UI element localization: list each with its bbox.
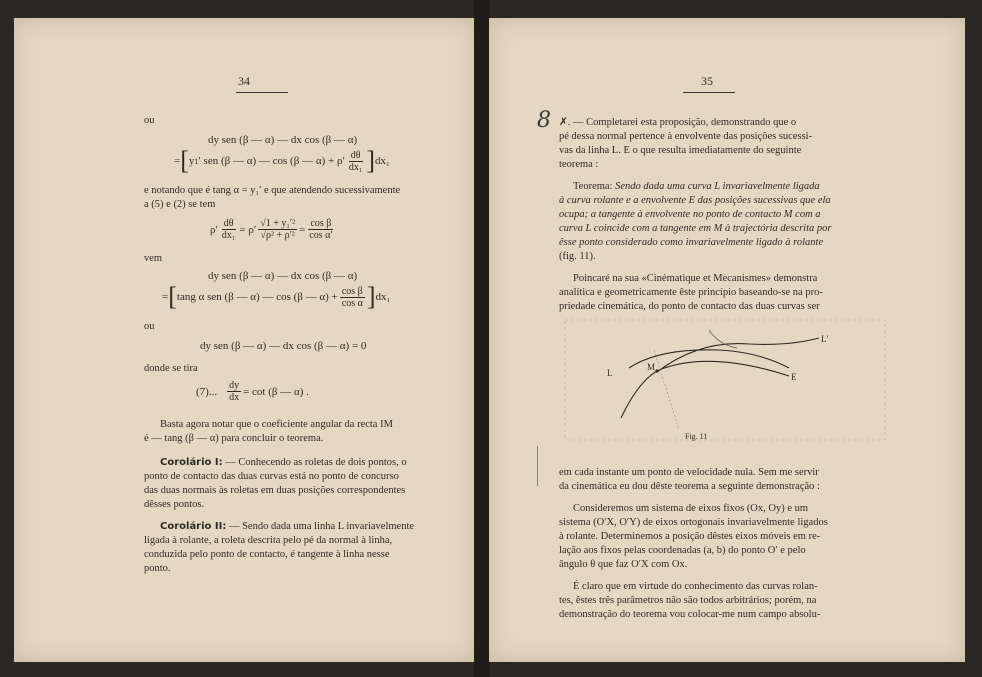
paragraph-line: é — tang (β — α) para concluir o teorema. — [144, 433, 324, 444]
paragraph-line: em cada instante um ponto de velocidade nula. Sem me servir — [559, 467, 819, 478]
corollary-2-line: conduzida pelo ponto de contacto, é tangente à linha nesse — [144, 549, 390, 560]
figure-caption: Fig. 11 — [685, 432, 708, 441]
pencil-line — [654, 350, 679, 430]
corollary-2-title: Corolário II: — [160, 521, 227, 532]
figure-label-M: M — [647, 362, 656, 372]
pencil-margin-mark — [537, 446, 538, 486]
text-donde: donde se tira — [144, 363, 198, 374]
book-gutter — [474, 0, 490, 677]
figure-label-L-prime: L′ — [821, 334, 829, 344]
paragraph-line: ângulo θ que faz O′X com Ox. — [559, 559, 688, 570]
figure-label-L: L — [607, 368, 613, 378]
figure-label-E: E — [791, 372, 797, 382]
paragraph-line: Poincaré na sua «Cinématique et Mecanismes» demonstra — [573, 273, 818, 284]
corollary-1-line: das duas normais às roletas em duas posições correspondentes — [144, 485, 406, 496]
paragraph-line: à rolante. Determinemos a posição dêstes eixos móveis em re- — [559, 531, 821, 542]
page-number: 34 — [238, 74, 250, 88]
paragraph-line: vas da linha L. E o que resulta imediatamente do seguinte — [559, 145, 802, 156]
equation-1-line-2: = [ y 1 ′ sen (β — α) — cos (β — α) + ρ′ $\frac{d\theta}{\text{dx₁}}$ ] dx₁ — [174, 146, 390, 175]
text-ou: ou — [144, 115, 155, 126]
paragraph-line: É claro que em virtude do conhecimento das curvas rolan- — [573, 581, 818, 592]
theorem-title: Teorema: — [573, 181, 616, 192]
paragraph-line: e notando que é tang α = y₁′ e que atendendo sucessivamente — [144, 185, 401, 196]
corollary-2-line: ponto. — [144, 563, 171, 574]
theorem-line: à curva rolante e a envolvente E das posições sucessivas que ela — [559, 195, 831, 206]
equation-4: dy sen (β — α) — dx cos (β — α) = 0 — [200, 340, 367, 352]
paragraph-line: sistema (O′X, O′Y) de eixos ortogonais invariavelmente ligados — [559, 517, 828, 528]
curve-L-prime — [657, 338, 819, 372]
theorem-line: curva L coincide com a tangente em M à trajectória descrita por — [559, 223, 832, 234]
right-page — [489, 18, 965, 662]
paragraph-line: tes, êstes três parâmetros não são todos arbitrários; porém, na — [559, 595, 817, 606]
figure-11-drawing — [559, 310, 899, 450]
left-page — [14, 18, 474, 662]
paragraph-line: priedade cinemática, do ponto de contacto das duas curvas ser — [559, 301, 820, 312]
corollary-1-line: ponto de contacto das duas curvas está no ponto de concurso — [144, 471, 399, 482]
pencil-mark — [709, 330, 737, 348]
header-rule — [683, 92, 735, 93]
paragraph-line: ✗. — Completarei esta proposição, demonstrando que o — [559, 117, 797, 128]
theorem-line: ocupa; a tangente à envolvente no ponto de contacto M com a — [559, 209, 821, 220]
page-number: 35 — [701, 74, 713, 88]
text-ou: ou — [144, 321, 155, 332]
paragraph-line: lação aos fixos pelas coordenadas (a, b) do ponto O′ e pelo — [559, 545, 806, 556]
corollary-2-line: ligada à rolante, a roleta descrita pelo pé da normal à linha, — [144, 535, 393, 546]
figure-11 — [559, 310, 899, 450]
corollary-2-line: Corolário II: — Sendo dada uma linha L invariavelmente — [160, 521, 415, 532]
paragraph-line: Consideremos um sistema de eixos fixos (Ox, Oy) e um — [573, 503, 809, 514]
equation-2: ρ′ $\frac{d\theta}{\text{dx₁}}$ = ρ′ $\frac{\text{√1 + y₁′²}}{\text{√ρ² + ρ′²}}$ = $\frac{\text{cos β}}{\text{cos α′}}$ — [210, 218, 333, 241]
point-M — [655, 369, 658, 372]
corollary-1-line: dêsses pontos. — [144, 499, 205, 510]
theorem-line: êsse ponto considerado como invariavelmente ligado à rolante — [559, 237, 824, 248]
paragraph-line: demonstração do teorema vou colocar-me num campo absolu- — [559, 609, 821, 620]
theorem-line: (fig. 11). — [559, 251, 596, 262]
corollary-1-title: Corolário I: — [160, 457, 223, 468]
equation-5: (7)... $\frac{dy}{dx}$ = cot (β — α) . — [196, 380, 309, 403]
paragraph-line: Basta agora notar que o coeficiente angular da recta IM — [160, 419, 393, 430]
handwritten-margin-note: 8 — [537, 108, 551, 133]
paragraph-line: teorema : — [559, 159, 599, 170]
equation-3-line-1: dy sen (β — α) — dx cos (β — α) — [208, 270, 358, 282]
corollary-1-line: Corolário I: — Conhecendo as roletas de dois pontos, o — [160, 457, 407, 468]
paragraph-line: a (5) e (2) se tem — [144, 199, 216, 210]
equation-3-line-2: = [ tang α sen (β — α) — cos (β — α) + $\frac{\text{cos β}}{\text{cos α}}$ ] dx₁ — [162, 282, 391, 311]
theorem-line: Teorema: Sendo dada uma curva L invariavelmente ligada — [573, 181, 820, 192]
equation-1-line-1: dy sen (β — α) — dx cos (β — α) — [208, 134, 358, 146]
paragraph-line: pé dessa normal pertence à envolvente das posições sucessi- — [559, 131, 813, 142]
text-vem: vem — [144, 253, 163, 264]
paragraph-line: analítica e geometricamente êste princípio baseando-se na pro- — [559, 287, 823, 298]
header-rule — [236, 92, 288, 93]
paragraph-line: da cinemática eu dou dêste teorema a seguinte demonstração : — [559, 481, 820, 492]
